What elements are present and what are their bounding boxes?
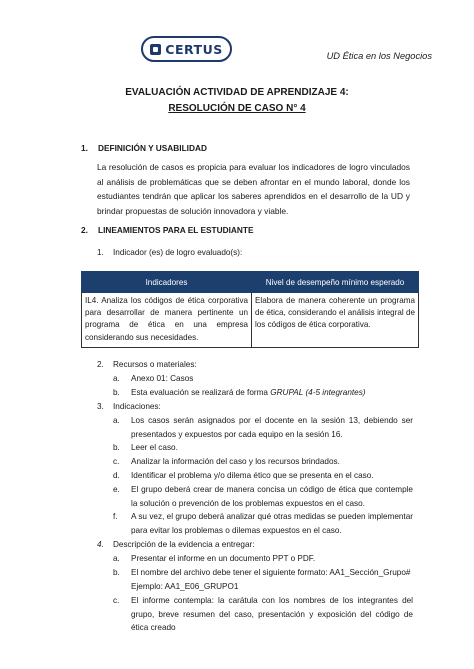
table-header-cell: Nivel de desempeño mínimo esperado (252, 272, 419, 293)
document-subtitle: RESOLUCIÓN DE CASO N° 4 (168, 103, 306, 114)
section-2-number: 2. (81, 225, 88, 235)
section-1-paragraph: La resolución de casos es propicia para evaluar los indicadores de logro vinculados al análisis de problemáticas que se deben afrontar en el mundo laboral, donde los estudiantes tendrán que aplicar los saberes aprendidos en el desarrollo de la UD y brindar propuestas de solución innovadora y viable. (97, 162, 410, 216)
logo-mark-icon (150, 44, 161, 55)
list-item: a. Presentar el informe en un documento PPT o PDF. (113, 554, 316, 563)
table-cell: Elabora de manera coherente un programa de ética, considerando el análisis integral de los códigos de ética corporativa. (252, 293, 419, 348)
table-cell: IL4. Analiza los códigos de ética corporativa para desarrollar de manera pertinente un programa de ética en una empresa considerando sus necesidades. (82, 293, 252, 348)
document-title: EVALUACIÓN ACTIVIDAD DE APRENDIZAJE 4: (125, 87, 349, 98)
table-header-row (82, 272, 419, 293)
list-item: 3. Indicaciones: (97, 402, 161, 411)
section-1-heading (81, 143, 207, 153)
list-item: b. Esta evaluación se realizará de forma GRUPAL (4-5 integrantes) (113, 388, 366, 397)
list-item: e. El grupo deberá crear de manera concisa un código de ética que contemple la solución o prevención de los problemas expuestos en el caso. (113, 485, 413, 508)
section-1-title: DEFINICIÓN Y USABILIDAD (98, 143, 207, 153)
list-item: 2. Recursos o materiales: (97, 360, 197, 369)
list-item: c. Analizar la información del caso y los recursos brindados. (113, 457, 340, 466)
certus-logo (141, 36, 232, 62)
section-2-heading (81, 225, 254, 235)
table-row (82, 293, 419, 348)
list-item: a. Los casos serán asignados por el docente en la sesión 13, debiendo ser presentados y expuestos por cada equipo en la sesión 16. (113, 416, 413, 439)
list-item: c. El informe contempla: la carátula con los nombres de los integrantes del grupo, breve resumen del caso, presentación y exposición del código de ética creado (113, 596, 413, 632)
course-header: UD Ética en los Negocios (326, 51, 432, 61)
table-header-cell: Indicadores (82, 272, 252, 293)
emphasis-text: GRUPAL (4-5 integrantes) (270, 388, 366, 397)
section-1-number: 1. (81, 143, 88, 153)
list-item: a. Anexo 01: Casos (113, 374, 194, 383)
logo-text: CERTUS (165, 41, 223, 57)
list-item: b. El nombre del archivo debe tener el siguiente formato: AA1_Sección_Grupo# Ejemplo: AA1_E06_GRUPO1 (113, 568, 411, 591)
list-item: b. Leer el caso. (113, 443, 178, 452)
list-item: 4. Descripción de la evidencia a entregar: (97, 540, 255, 549)
list-item: 1. Indicador (es) de logro evaluado(s): (97, 248, 243, 257)
section-2-title: LINEAMIENTOS PARA EL ESTUDIANTE (98, 225, 254, 235)
list-item: f. A su vez, el grupo deberá analizar qué otras medidas se pueden implementar para evitar los problemas o dilemas expuestos en el caso. (113, 512, 413, 535)
indicators-table (81, 271, 419, 348)
list-item: d. Identificar el problema y/o dilema ético que se presenta en el caso. (113, 471, 374, 480)
